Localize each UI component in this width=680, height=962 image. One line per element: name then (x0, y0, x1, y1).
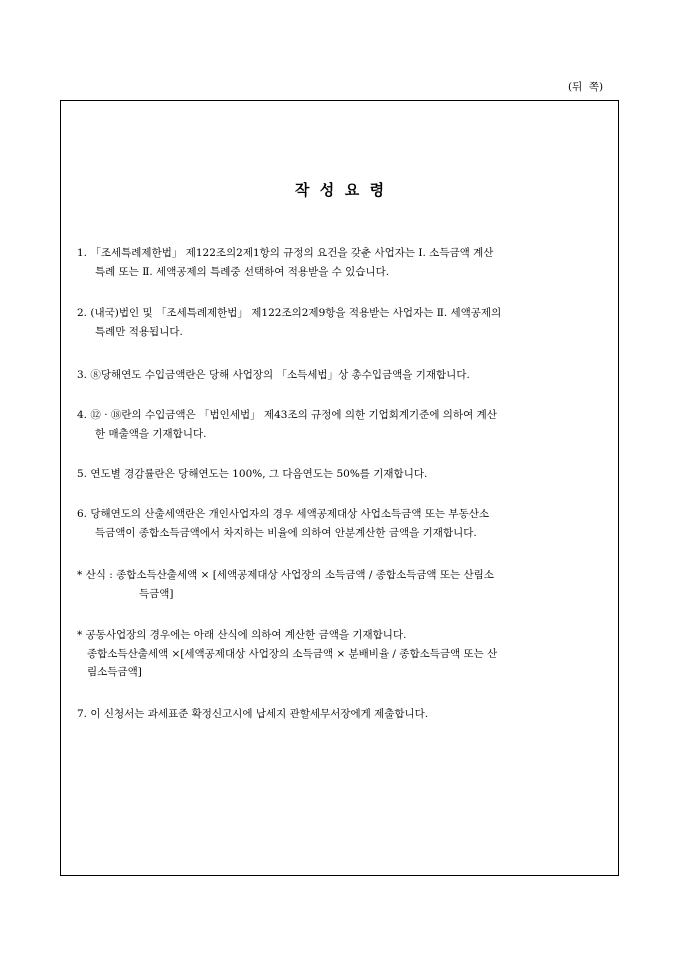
instruction-item-1 (77, 244, 617, 281)
instruction-item-5 (77, 465, 617, 484)
instruction-item-3-line-1: 3. ⑧당해연도 수입금액란은 당해 사업장의 「소득세법」상 총수입금액을 기재합니다. (77, 369, 470, 381)
instruction-item-6-line-1: 6. 당해연도의 산출세액란은 개인사업자의 경우 세액공제대상 사업소득금액 또는 부동산소 (77, 508, 490, 520)
joint-business-note-line-1: * 공동사업장의 경우에는 아래 산식에 의하여 계산한 금액을 기재합니다. (77, 629, 407, 641)
formula-note-line-1: * 산식 : 종합소득산출세액 × [세액공제대상 사업장의 소득금액 / 종합소득금액 또는 산림소 (77, 569, 494, 581)
instruction-item-4 (77, 406, 617, 443)
instruction-item-2-line-1: 2. (내국)법인 및 「조세특례제한법」 제122조의2제9항을 적용받는 사업자는 Ⅱ. 세액공제의 (77, 307, 502, 319)
instruction-item-7 (77, 705, 617, 724)
formula-note-line-2: 득금액] (139, 587, 174, 600)
instruction-item-1-line-2: 특례 또는 Ⅱ. 세액공제의 특례중 선택하여 적용받을 수 있습니다. (95, 265, 390, 278)
joint-business-note-line-3: 림소득금액] (87, 666, 142, 678)
instruction-item-2 (77, 304, 617, 341)
instructions-box (60, 100, 619, 876)
instruction-item-3 (77, 366, 617, 385)
joint-business-note-line-2: 종합소득산출세액 ×[세액공제대상 사업장의 소득금액 × 분배비율 / 종합소득금액 또는 산 (87, 647, 498, 660)
instruction-item-4-line-1: 4. ⑫ · ⑱란의 수입금액은 「법인세법」 제43조의 규정에 의한 기업회계기준에 의하여 계산 (77, 409, 497, 421)
instruction-item-4-line-2: 한 매출액을 기재합니다. (95, 427, 207, 440)
page-title: 작 성 요 령 (294, 181, 385, 199)
formula-note (77, 566, 617, 603)
joint-business-note (77, 626, 617, 682)
instruction-item-6 (77, 505, 617, 542)
instruction-item-5-line-1: 5. 연도별 경감률란은 당해연도는 100%, 그 다음연도는 50%를 기재합니다. (77, 468, 428, 480)
instruction-item-6-line-2: 득금액이 종합소득금액에서 차지하는 비율에 의하여 안분계산한 금액을 기재합니다. (95, 526, 477, 539)
instruction-item-2-line-2: 특례만 적용됩니다. (95, 325, 183, 338)
instruction-item-7-line-1: 7. 이 신청서는 과세표준 확정신고시에 납세지 관할세무서장에게 제출합니다. (77, 708, 429, 720)
instruction-item-1-line-1: 1. 「조세특례제한법」 제122조의2제1항의 규정의 요건을 갖춘 사업자는 Ⅰ. 소득금액 계산 (77, 247, 494, 259)
page-side-label: (뒤 쪽) (568, 81, 604, 93)
